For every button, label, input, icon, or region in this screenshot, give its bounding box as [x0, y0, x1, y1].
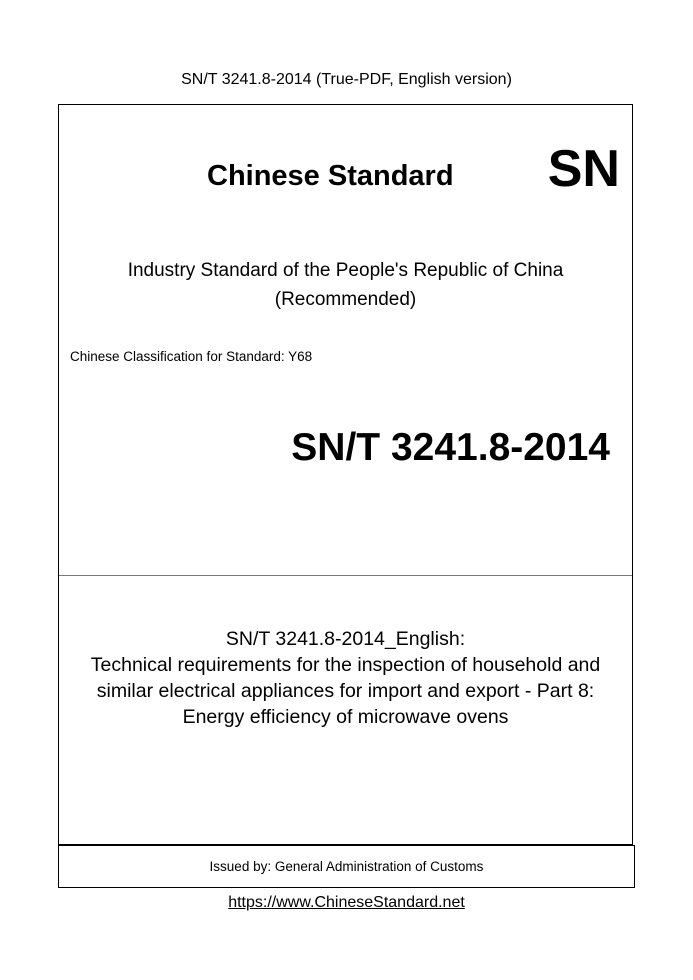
cover-title: Chinese Standard [207, 160, 454, 192]
title-line: SN/T 3241.8-2014_English: [225, 628, 466, 650]
subtitle-line: (Recommended) [274, 289, 417, 310]
document-header: SN/T 3241.8-2014 (True-PDF, English version) [181, 71, 512, 88]
classification-label: Chinese Classification for Standard: Y68 [70, 349, 313, 364]
website-link[interactable] [0, 893, 693, 913]
issuer-box: Issued by: General Administration of Customs [58, 845, 635, 888]
standard-number: SN/T 3241.8-2014 [291, 426, 610, 469]
title-line: Technical requirements for the inspection of household and [90, 654, 601, 676]
subtitle-line: Industry Standard of the People's Republic of China [127, 260, 564, 281]
standard-code-mark: SN [547, 140, 620, 198]
title-section [59, 576, 632, 846]
cover-subtitle [59, 256, 632, 314]
document-title [59, 626, 632, 730]
website-link-text[interactable]: https://www.ChineseStandard.net [228, 894, 465, 911]
cover-section [59, 105, 632, 576]
title-line: similar electrical appliances for import and export - Part 8: [96, 680, 595, 702]
title-line: Energy efficiency of microwave ovens [182, 706, 509, 728]
cover-frame [58, 104, 633, 845]
